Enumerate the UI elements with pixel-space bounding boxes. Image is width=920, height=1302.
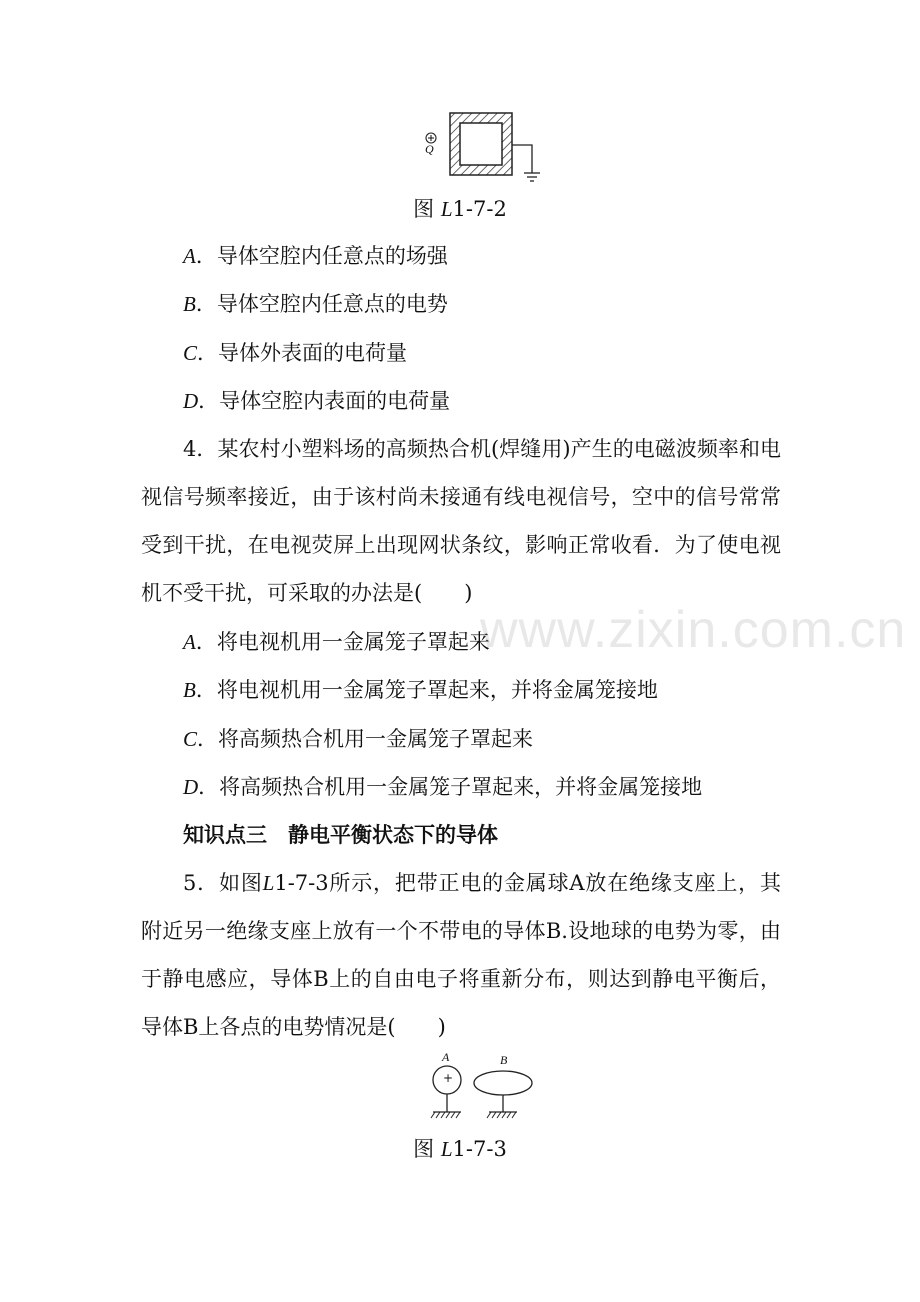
figure-caption-1-7-2: 图 L1-7-2 <box>413 197 507 221</box>
q4-option-a: A．将电视机用一金属笼子罩起来 <box>183 630 490 654</box>
section-heading: 知识点三 静电平衡状态下的导体 <box>183 822 498 847</box>
q3-option-a: A．导体空腔内任意点的场强 <box>183 244 448 268</box>
sphere-plus-sign: + <box>443 1071 454 1085</box>
sphere-label-a: A <box>442 1050 450 1064</box>
conductor-label-b: B <box>500 1053 508 1067</box>
charge-label-q: Q <box>425 142 434 156</box>
watermark: www.zixin.com.cn <box>480 601 907 659</box>
q4-option-b: B．将电视机用一金属笼子罩起来，并将金属笼接地 <box>183 678 658 702</box>
q4-option-c: C．将高频热合机用一金属笼子罩起来 <box>183 727 534 751</box>
figure-conductor-cavity <box>420 105 550 190</box>
q3-option-b: B．导体空腔内任意点的电势 <box>183 292 448 316</box>
q3-option-d: D．导体空腔内表面的电荷量 <box>183 389 451 413</box>
figure-caption-1-7-3: 图 L1-7-3 <box>413 1137 507 1161</box>
q3-option-c: C．导体外表面的电荷量 <box>183 341 408 365</box>
q4-option-d: D．将高频热合机用一金属笼子罩起来，并将金属笼接地 <box>183 775 703 799</box>
question-5-text: 5．如图L1-7-3所示，把带正电的金属球A放在绝缘支座上，其附近另一绝缘支座上放有一个不带电的导体B.设地球的电势为零，由于静电感应，导体B上的自由电子将重新分布，则达到静电平衡后，导体B上各点的电势情况是( ) <box>141 871 781 1039</box>
question-4-text: 4．某农村小塑料场的高频热合机(焊缝用)产生的电磁波频率和电视信号频率接近，由于该村尚未接通有线电视信号，空中的信号常常受到干扰，在电视荧屏上出现网状条纹，影响正常收看．为了使电视机不受干扰，可采取的办法是( ) <box>141 437 781 605</box>
